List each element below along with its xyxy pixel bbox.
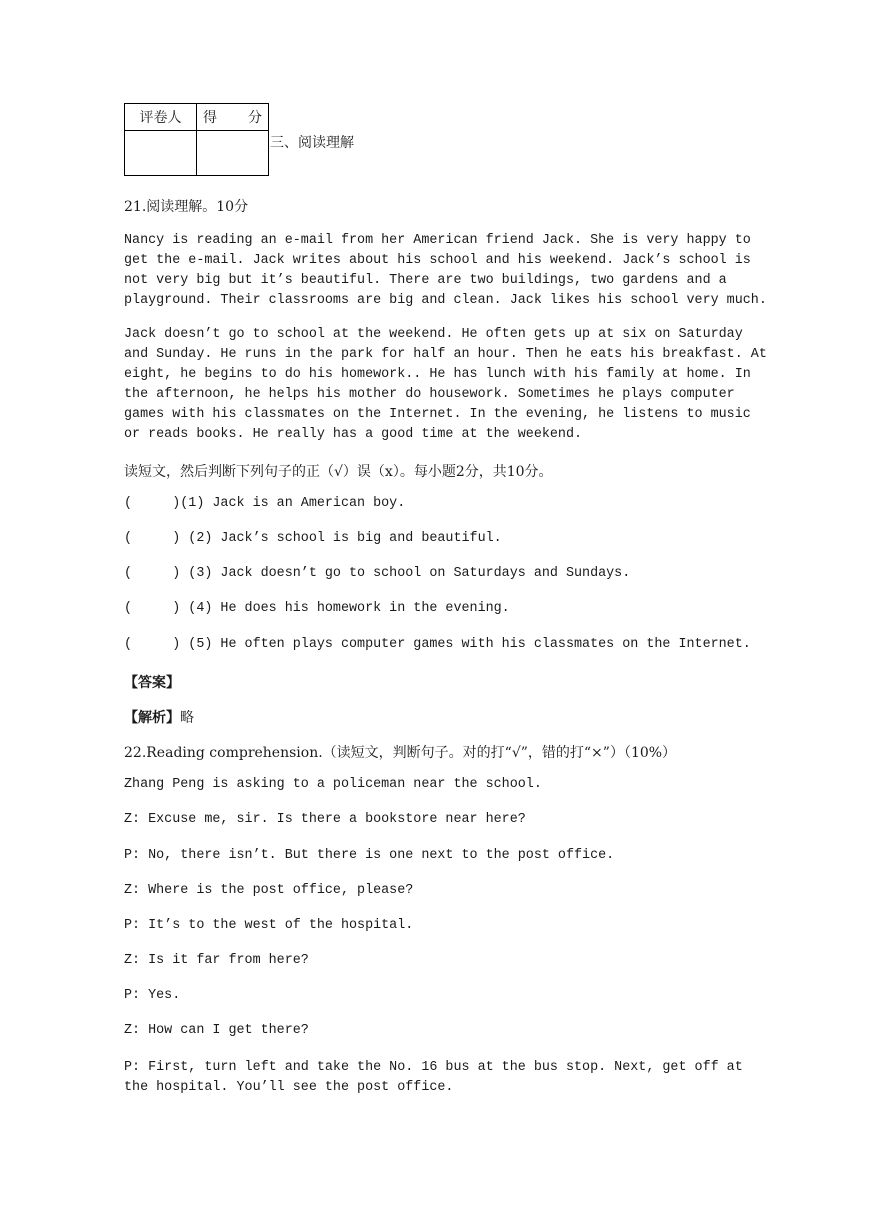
- dialogue-line: P: It’s to the west of the hospital.: [124, 918, 414, 933]
- dialogue-line: P: No, there isn’t. But there is one next to the post office.: [124, 848, 615, 863]
- dialogue-line: P: Yes.: [124, 988, 181, 1003]
- score-char-2: 分: [248, 110, 262, 126]
- passage-line: eight, he begins to do his homework.. He has lunch with his family at home. In: [124, 367, 751, 382]
- reviewer-cell: 评卷人: [125, 104, 197, 131]
- passage-line: Nancy is reading an e-mail from her American friend Jack. She is very happy to: [124, 233, 751, 248]
- passage-line: not very big but it’s beautiful. There are two buildings, two gardens and a: [124, 273, 727, 288]
- dialogue-line: P: First, turn left and take the No. 16 bus at the bus stop. Next, get off at: [124, 1060, 743, 1075]
- q21-passage-2: [124, 325, 767, 445]
- q21-passage-1: [124, 231, 767, 311]
- q21-item-5: ( ) (5) He often plays computer games with his classmates on the Internet.: [124, 637, 751, 652]
- q21-instruction: 读短文，然后判断下列句子的正（√）误（x）。每小题2分，共10分。: [124, 464, 553, 480]
- q21-item-1: ( )(1) Jack is an American boy.: [124, 496, 406, 511]
- q21-item-2: ( ) (2) Jack’s school is big and beautiful.: [124, 531, 502, 546]
- analysis-text: 略: [180, 710, 194, 726]
- dialogue-last: [124, 1058, 744, 1098]
- passage-line: or reads books. He really has a good time at the weekend.: [124, 427, 583, 442]
- score-cell: [197, 104, 269, 131]
- dialogue-line: Z: How can I get there?: [124, 1023, 309, 1038]
- score-blank-cell: [197, 131, 269, 176]
- q22-heading: 22.Reading comprehension.（读短文，判断句子。对的打“√”，错的打“×”）（10%）: [124, 745, 677, 761]
- passage-line: get the e-mail. Jack writes about his school and his weekend. Jack’s school is: [124, 253, 751, 268]
- answer-label: 【答案】: [124, 675, 180, 691]
- passage-line: games with his classmates on the Internet. In the evening, he listens to music: [124, 407, 751, 422]
- dialogue-line: Z: Where is the post office, please?: [124, 883, 414, 898]
- dialogue-line: Z: Is it far from here?: [124, 953, 309, 968]
- reviewer-blank-cell: [125, 131, 197, 176]
- dialogue-line: Z: Excuse me, sir. Is there a bookstore near here?: [124, 812, 526, 827]
- q22-intro: Zhang Peng is asking to a policeman near the school.: [124, 777, 542, 792]
- dialogue-line: the hospital. You’ll see the post office.: [124, 1080, 454, 1095]
- q21-item-3: ( ) (3) Jack doesn’t go to school on Saturdays and Sundays.: [124, 566, 631, 581]
- passage-line: the afternoon, he helps his mother do housework. Sometimes he plays computer: [124, 387, 735, 402]
- q21-heading: 21.阅读理解。10分: [124, 199, 249, 215]
- analysis-line: [124, 707, 194, 727]
- q21-item-4: ( ) (4) He does his homework in the evening.: [124, 601, 510, 616]
- score-table: [124, 103, 269, 176]
- passage-line: playground. Their classrooms are big and clean. Jack likes his school very much.: [124, 293, 767, 308]
- passage-line: and Sunday. He runs in the park for half an hour. Then he eats his breakfast. At: [124, 347, 767, 362]
- analysis-label: 【解析】: [124, 710, 180, 726]
- section-title: 三、阅读理解: [270, 135, 354, 151]
- score-char-1: 得: [203, 110, 217, 126]
- passage-line: Jack doesn’t go to school at the weekend. He often gets up at six on Saturday: [124, 327, 743, 342]
